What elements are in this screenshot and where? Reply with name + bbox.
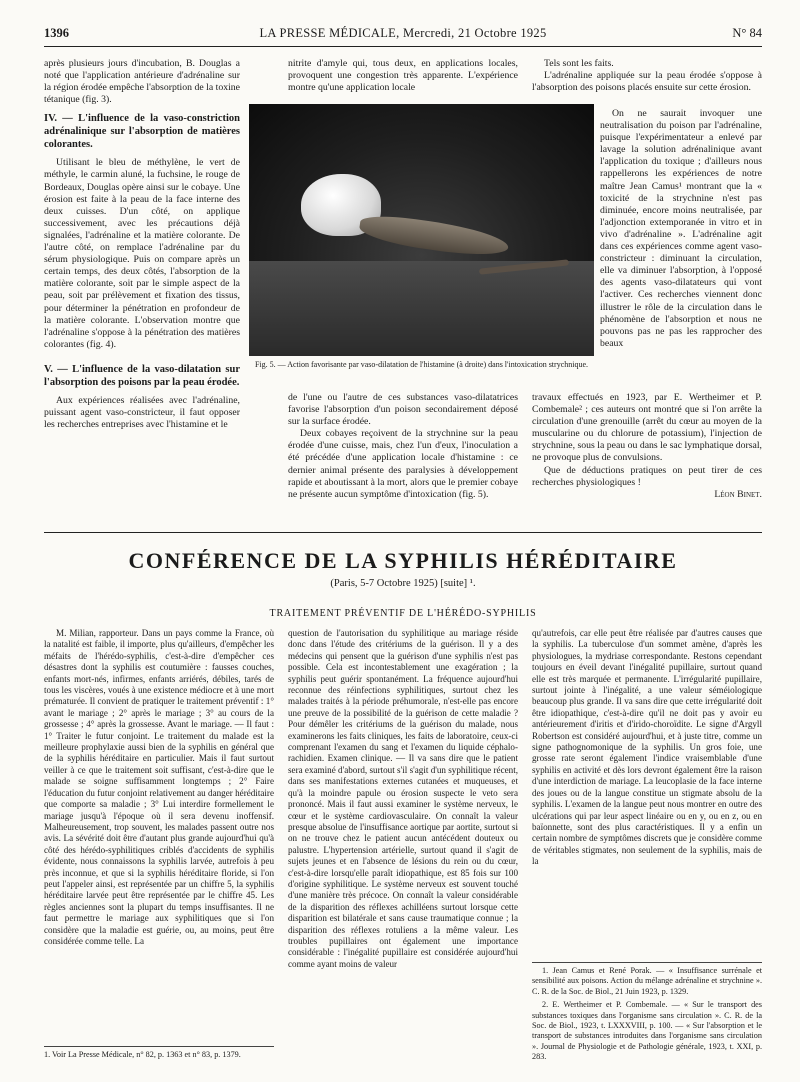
paragraph: Que de déductions pratiques on peut tirer de ces recherches physiologiques ! <box>532 464 762 488</box>
figure-photo <box>249 104 594 356</box>
paragraph: nitrite d'amyle qui, tous deux, en applications locales, provoquent une congestion très apparente. L'expérience montre qu'une application locale <box>288 58 518 94</box>
header-rule <box>44 46 762 47</box>
section-title: TRAITEMENT PRÉVENTIF DE L'HÉRÉDO-SYPHILIS <box>269 608 537 619</box>
section-heading: V. — L'influence de la vaso-dilatation sur l'absorption des poisons par la peau érodée. <box>44 363 240 388</box>
paragraph: question de l'autorisation du syphilitique au mariage réside donc dans l'étude des critériums de la guérison. Il y a des médecins qui pensent que la guérison d'une syphilis n'est pas possible. Cela est incontestablement une exagération ; la syphilis peut guérir spontanément. La fréquence aujourd'hui reconnue des réinfections syphilitiques, surtout chez les malades traités à la période préhumorale, n'est-elle pas encore une preuve de la possibilité de la guérison de cette maladie ? Pour démêler les critériums de la guérison du malade, nous examinerons les faits cliniques, les faits de laboratoire, ceux-ci comprenant l'examen du sang et l'examen du liquide céphalo-rachidien. Examen clinique. — Il va sans dire que le patient sera examiné d'abord, surtout s'il s'agit d'un syphilitique récent, dans ses manifestations externes cutanées et muqueuses, et qu'à la moindre papule ou érosion suspecte le veto sera prononcé. Mais il faut aussi examiner le système nerveux, le cœur et le système cardiovasculaire. On connaît la valeur presque absolue de l'insuffisance aortique par aortite, surtout si on ne trouve chez le patient aucun antécédent douteux ou palustre. L'hypertension artérielle, surtout quand il s'agit de sujets jeunes et en l'absence de lésions du rein ou du cœur, c'est-à-dire lorsqu'elle paraît idiopathique, est 85 fois sur 100 d'origine syphilitique. Le système nerveux est souvent touché d'une manière très précoce. On connaît la valeur considérable de la disparition des réflexes achilléens surtout lorsque cette disparition est bilatérale et sans cause traumatique connue ; la disparition des réflexes rotuliens a la même valeur. Les troubles pupillaires ont également une importance considérable : l'inégalité pupillaire est considérée aujourd'hui comme ayant moins de valeur <box>288 628 518 969</box>
article-column-1 <box>44 58 240 431</box>
article-column-2-top <box>288 58 518 94</box>
journal-title: LA PRESSE MÉDICALE, Mercredi, 21 Octobre 1925 <box>259 26 547 40</box>
conference-column-3 <box>532 628 762 868</box>
conference-column-2 <box>288 628 518 970</box>
paragraph: M. Milian, rapporteur. Dans un pays comme la France, où la natalité est faible, il importe, plus qu'ailleurs, d'empêcher les méfaits de l'hérédo-syphilis, c'est-à-dire d'empêcher ces désastres dont la syphilis est coutumière : fausses couches, enfants mort-nés, infirmes, enfants arriérés, débiles, tarés de tous les viscères, voués à une existence médiocre et à une mort prématurée. Il convient de pratiquer le traitement préventif : 1° avant le mariage ; 2° après le mariage ; 3° au cours de la grossesse ; 4° après la grossesse. Avant le mariage. — Il faut : 1° Traiter le futur conjoint. Le traitement du malade est la meilleure prophylaxie aussi bien de la syphilis en général que de la syphilis héréditaire en particulier. Mais il faut surtout veiller à ce que le traitement soit suffisant, c'est-à-dire que le malade se soigne suffisamment longtemps ; 2° Faire l'éducation du futur conjoint relativement au danger héréditaire que comporte sa maladie ; 3° Lui interdire formellement le mariage jusqu'à l'époque où il sera devenu inoffensif. Malheureusement, trop souvent, les malades passent outre nos avis. La sévérité doit être d'autant plus grande aujourd'hui qu'à côté des hérédo-syphilitiques criblés d'accidents de syphilis évidente, nous connaissons la syphilis larvée, autrefois à peu près inconnue, et que si la syphilis héréditaire floride, si l'on peut l'appeler ainsi, est représentée par un chiffre 5, la syphilis héréditaire larvée peut être représentée par le chiffre 45. Les règles anciennes sont la plupart du temps insuffisantes. Il ne faut permettre le mariage aux syphilitiques que si l'on considère que la maladie est guérie, ou, au moins, peut être considérée comme telle. La <box>44 628 274 946</box>
conference-column-1 <box>44 628 274 947</box>
issue-number: N° 84 <box>732 26 762 40</box>
page-header <box>44 26 762 44</box>
paragraph: de l'une ou l'autre de ces substances vaso-dilatatrices favorise l'absorption d'un poison secondairement déposé sur la surface érodée. <box>288 392 518 428</box>
figure-caption: Fig. 5. — Action favorisante par vaso-dilatation de l'histamine (à droite) dans l'intoxication strychnique. <box>254 360 589 369</box>
paragraph: Tels sont les faits. <box>544 58 614 69</box>
page-number: 1396 <box>44 26 69 40</box>
paragraph: Utilisant le bleu de méthylène, le vert de méthyle, le carmin aluné, la fuchsine, le rouge de Bordeaux, Douglas opère ainsi sur le cobaye. Une érosion est faite à la peau de la face interne des deux cuisses. D'un côté, on applique successivement, avec les précautions déjà signalées, l'adrénaline et la matière colorante. De l'autre côté, on remplace l'adrénaline par du sérum physiologique. Puis on compare après un certain temps, des deux côtés, l'absorption de la matière colorante, soit par le simple aspect de la peau, soit par prélèvement et fixation des tissus, pour déterminer la pénétration en profondeur de la matière colorante. L'observation montre que l'adrénaline s'oppose à la pénétration des matières colorantes (fig. 4). <box>44 157 240 350</box>
section-heading: IV. — L'influence de la vaso-constriction adrénalinique sur l'absorption de matières colorantes. <box>44 113 240 151</box>
footnotes <box>532 962 762 1066</box>
section-rule <box>44 532 762 533</box>
conference-subtitle: (Paris, 5-7 Octobre 1925) [suite] ¹. <box>330 578 476 589</box>
guinea-pig-image <box>358 212 510 261</box>
article-column-3-bottom <box>532 392 762 501</box>
footnote: 1. Voir La Presse Médicale, n° 82, p. 1363 et n° 83, p. 1379. <box>44 1046 274 1060</box>
footnote: 1. Jean Camus et René Porak. — « Insuffisance surrénale et sensibilité aux poisons. Action du mélange adrénaline et strychnine ». C. R. de la Soc. de Biol., 21 Juin 1923, p. 1329. <box>532 966 762 996</box>
paragraph: Aux expériences réalisées avec l'adrénaline, puissant agent vaso-constricteur, il faut opposer les recherches entreprises avec l'histamine et le <box>44 394 240 431</box>
paragraph: qu'autrefois, car elle peut être réalisée par d'autres causes que la syphilis. La tuberculose d'un sommet amène, d'après les physiologues, la mydriase correspondante. Restons cependant toujours en éveil devant l'inégalité pupillaire, surtout quand elle est très marquée et permanente. L'irrégularité pupillaire, surtout jointe à l'inégalité, a une valeur séméiologique beaucoup plus grande. Il va sans dire que cette irrégularité doit être idiopathique, c'est-à-dire qu'il ne doit pas y avoir eu antérieurement d'iritis et d'irido-choroïdite. Le signe d'Argyll Robertson est considéré aujourd'hui, et à juste titre, comme un signe pathognomonique de la syphilis. Un gros foie, une grosse rate seront également l'indice vraisemblable d'une syphilis en activité et dès lors devront également être la raison d'une interdiction de mariage. La leucoplasie de la face interne des joues ou de la langue constitue un stigmate absolu de la syphilis. L'examen de la langue peut nous montrer en outre des ulcérations qui par leur aspect linéaire ou en y, ou en z, ou en baïonnette, sont des plus caractéristiques. Il y a enfin un certain nombre de symptômes discrets que je considère comme de véritables stigmates, non seulement de la syphilis, mais de la <box>532 628 762 867</box>
footnote: 2. E. Wertheimer et P. Combemale. — « Sur le transport des substances toxiques dans l'organisme sans circulation ». C. R. de la Soc. de Biol., 1923, t. LXXXVIII, p. 100. — « Sur l'absorption et le transport de substances introduites dans l'organisme sans circulation ». Journal de Physiologie et de Pathologie générale, 1923, t. XXI, p. 283. <box>532 1000 762 1062</box>
paragraph: travaux effectués en 1923, par E. Wertheimer et P. Combemale² ; ces auteurs ont montré que si l'on arrête la circulation d'une grenouille (arrêt du cœur au moyen de la muscularine ou du chlorure de potassium), l'injection de strychnine, sous la peau ou dans le sac lymphatique dorsal, ne provoque plus de convulsions. <box>532 392 762 464</box>
conference-title: CONFÉRENCE DE LA SYPHILIS HÉRÉDITAIRE <box>128 548 678 573</box>
paragraph: On ne saurait invoquer une neutralisation du poison par l'adrénaline, puisque l'expérimentateur a enlevé par lavage la solution adrénalinique avant l'application du toxique ; d'ailleurs nous rappellerons les expériences de notre maître Jean Camus¹ montrant que la « toxicité de la strychnine n'est pas diminuée, encore moins neutralisée, par l'adjonction extemporanée in vitro et in vivo d'adrénaline ». L'adrénaline agit dans ces expériences comme agent vaso-constricteur : diminuant la circulation, elle va diminuer l'absorption, à l'opposé des agents vaso-dilatateurs qui vont l'activer. Ces recherches viennent donc illustrer le rôle de la circulation dans le phénomène de l'absorption et nous ne pouvons pas ne pas les rapprocher des beaux <box>600 108 762 349</box>
article-column-3-right <box>600 108 762 350</box>
article-column-3-top <box>532 58 762 94</box>
article-column-2-bottom <box>288 392 518 501</box>
paragraph: après plusieurs jours d'incubation, B. Douglas a noté que l'application antérieure d'adrénaline sur la région érodée empêche l'absorption de la toxine tétanique (fig. 3). <box>44 58 240 106</box>
paragraph: L'adrénaline appliquée sur la peau érodée s'oppose à l'absorption des poisons placés ensuite sur cette érosion. <box>532 70 762 94</box>
paragraph: Deux cobayes reçoivent de la strychnine sur la peau érodée d'une cuisse, mais, chez l'un d'eux, l'inoculation a été précédée d'une application locale d'histamine : ce dernier animal présente des paralysies à développement rapide et aboutissant à la mort, alors que le premier cobaye ne présente aucun symptôme d'intoxication (fig. 5). <box>288 428 518 500</box>
author-signature: Léon Binet. <box>714 488 762 500</box>
